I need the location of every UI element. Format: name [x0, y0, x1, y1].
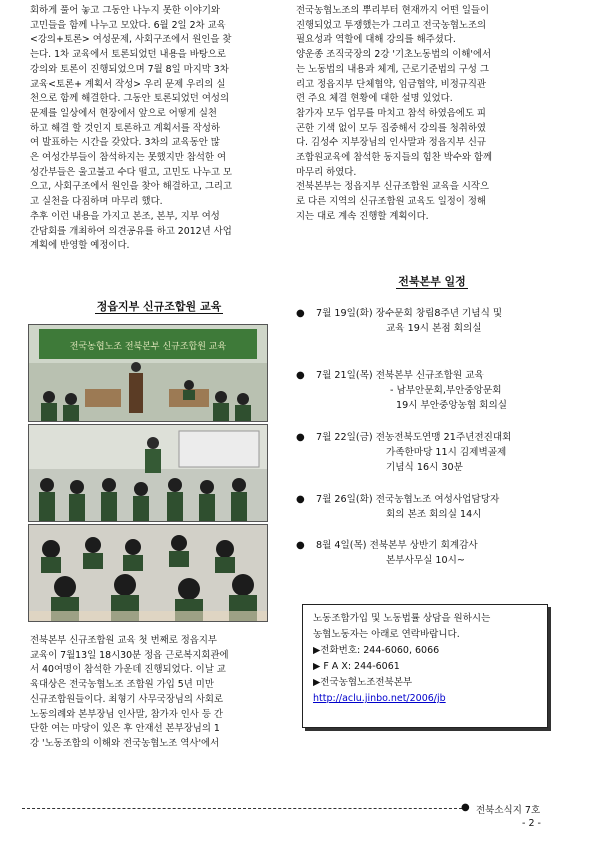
left-bottom-paragraph: [30, 634, 288, 752]
schedule-item-lines: [316, 430, 511, 475]
bullet-icon: ●: [296, 540, 305, 551]
text-line: 전북본부 신규조합원 교육 첫 번째로 정읍지부: [30, 635, 217, 646]
text-line: 로 다른 지역의 신규조합원 교육도 일정이 정해: [296, 196, 486, 208]
text-line: 추후 이런 내용을 가지고 본조, 본부, 지부 여성: [30, 210, 220, 222]
footer-newsletter: 전북소식지 7호: [476, 805, 541, 816]
schedule-item-line: 회의 본조 회의실 14시: [386, 509, 482, 520]
text-line: 참가자 모두 업무를 마치고 참석 하였음에도 피: [296, 107, 486, 119]
text-line: 다. 김성수 지부장님의 인사말과 정읍지부 신규: [296, 137, 486, 149]
photo-2: [28, 424, 268, 522]
contact-box: [302, 604, 548, 728]
text-line: 천으로 함께 해결한다. 그동안 토론되었던 여성의: [30, 93, 230, 105]
text-line: 여 발표하는 시간을 갖았다. 3차의 교육동안 많: [30, 137, 220, 149]
text-line: 단한 여는 마당이 있은 후 안재선 본부장님의 1: [30, 723, 220, 735]
contact-phone: ▶전화번호: 244-6060, 6066: [313, 645, 440, 656]
text-line: 은 여성간부들이 참석하지는 못했지만 참석한 여: [30, 152, 227, 164]
schedule-item-line: 19시 부안중앙농협 회의실: [396, 400, 507, 411]
text-line: 양운종 조직국장의 2강 '기초노동법의 이해'에서: [296, 49, 492, 61]
right-column-top: [296, 4, 568, 225]
text-line: 고 실천을 다짐하며 마무리 했다.: [30, 196, 163, 208]
text-line: <강의+토론> 여성문제, 사회구조에서 원인을 찾: [30, 34, 232, 46]
schedule-item-lines: [316, 538, 478, 568]
bullet-icon: ●: [296, 308, 305, 319]
contact-line-1: 노동조합가입 및 노동법률 상담을 원하시는: [313, 613, 491, 624]
schedule-title: [296, 273, 568, 289]
bullet-icon: ●: [296, 370, 305, 381]
text-line: 교육이 7월13일 18시30분 정읍 근로복지회관에: [30, 649, 229, 661]
text-line: 문제를 일상에서 현장에서 앞으로 어떻게 실천: [30, 107, 217, 119]
schedule-item-lines: [316, 492, 499, 522]
text-line: 진행되었고 투쟁했는가 그리고 전국농협노조의: [296, 19, 487, 31]
schedule-item-line: 교육 19시 본점 회의실: [386, 323, 482, 334]
text-line: 곤한 기색 없이 모두 집중해서 강의를 청취하였: [296, 122, 486, 134]
banner-text: 전국농협노조 전북본부 신규조합원 교육: [69, 342, 227, 352]
text-line: 련 주요 체결 현황에 대한 설명 있었다.: [296, 93, 453, 105]
schedule-title-text: 전북본부 일정: [398, 275, 466, 288]
right-top-paragraph: [296, 4, 568, 225]
text-line: 하고 해결 할 것인지 토론하고 계획서를 작성하: [30, 122, 220, 134]
text-line: 지는 대로 계속 진행할 계획이다.: [296, 210, 429, 222]
text-line: 성간부들은 울고불고 수다 떨고, 고민도 나누고 모: [30, 166, 232, 178]
text-line: 는 노동법의 내용과 체계, 근로기준법의 구성 그: [296, 63, 489, 75]
schedule-item-line: 7월 22일(금) 전농전북도연맹 21주년전진대회: [316, 432, 512, 443]
text-line: 전북본부는 정읍지부 신규조합원 교육을 시작으: [296, 181, 490, 193]
text-line: 회하게 풀어 놓고 그동안 나누지 못한 이야기와: [30, 5, 220, 16]
photo-3: [28, 524, 268, 622]
schedule-item-line: 7월 26일(화) 전국농협노조 여성사업담당자: [316, 494, 500, 505]
schedule-item-line: - 남부안문회,부안중앙문회: [390, 385, 502, 396]
photo-section-title-text: 정읍지부 신규조합원 교육: [96, 300, 222, 313]
schedule-item-line: 기념식 16시 30분: [386, 462, 463, 473]
schedule-item-lines: [316, 306, 502, 336]
bullet-icon: ●: [296, 494, 305, 505]
text-line: 육대상은 전국농협노조 조합원 가입 5년 미만: [30, 679, 214, 691]
schedule-item-lines: [316, 368, 507, 413]
footer-divider: [22, 808, 462, 809]
footer-bullet-icon: ●: [461, 802, 470, 813]
schedule-item-line: 7월 19일(화) 장수문회 창립8주년 기념식 및: [316, 308, 503, 319]
schedule-item-line: 7월 21일(목) 전북본부 신규조합원 교육: [316, 370, 484, 381]
text-line: 강 '노동조합의 이해와 전국농협노조 역사'에서: [30, 737, 220, 749]
text-line: 강의와 토론이 진행되었으며 7월 8일 마지막 3차: [30, 63, 229, 75]
left-column-bottom: [30, 634, 288, 752]
text-line: 조합원교육에 참석한 동지들의 힘찬 박수와 함께: [296, 152, 493, 164]
schedule-item-line: 8월 4일(목) 전북본부 상반기 회계감사: [316, 540, 478, 551]
text-line: 간담회를 개최하여 의견공유를 하고 2012년 사업: [30, 225, 232, 237]
bullet-icon: ●: [296, 432, 305, 443]
text-line: 리고 정읍지부 단체협약, 임금협약, 비정규직관: [296, 78, 486, 90]
text-line: 는다. 1차 교육에서 토론되었던 내용을 바탕으로: [30, 49, 226, 61]
photo-section-title: [30, 298, 288, 314]
text-line: 으고, 사회구조에서 원인을 찾아 해결하고, 그리고: [30, 181, 232, 193]
text-line: 마무리 하였다.: [296, 166, 357, 178]
photo-1: [28, 324, 268, 422]
footer-page-number: - 2 -: [522, 818, 541, 829]
schedule-item-line: 가족한마당 11시 김제벽골제: [386, 447, 507, 458]
text-line: 노동의례와 본부장님 인사말, 참가자 인사 등 간: [30, 708, 223, 720]
contact-line-2: 농협노동자는 아래로 연락바랍니다.: [313, 629, 460, 640]
schedule-item-line: 본부사무실 10시~: [386, 555, 465, 566]
contact-fax: ▶ F A X: 244-6061: [313, 661, 400, 672]
contact-org: ▶전국농협노조전북본부: [313, 677, 413, 688]
text-line: 고민들을 함께 나누고 모았다. 6월 2일 2차 교육: [30, 19, 226, 31]
left-column-top: [30, 4, 288, 254]
text-line: 계획에 반영할 예정이다.: [30, 240, 130, 252]
text-line: 신규조합원들이다. 최형기 사무국장님의 사회로: [30, 693, 224, 705]
text-line: 필요성과 역할에 대해 강의를 해주셨다.: [296, 34, 456, 46]
left-top-paragraph: [30, 4, 288, 254]
text-line: 전국농협노조의 뿌리부터 현재까지 어떤 일들이: [296, 5, 490, 16]
contact-url-link[interactable]: http://aclu.jinbo.net/2006/jb: [313, 693, 446, 704]
text-line: 교육<토론+ 계획서 작성> 우리 문제 우리의 실: [30, 78, 226, 90]
text-line: 서 40여명이 참석한 가운데 진행되었다. 이날 교: [30, 664, 226, 676]
